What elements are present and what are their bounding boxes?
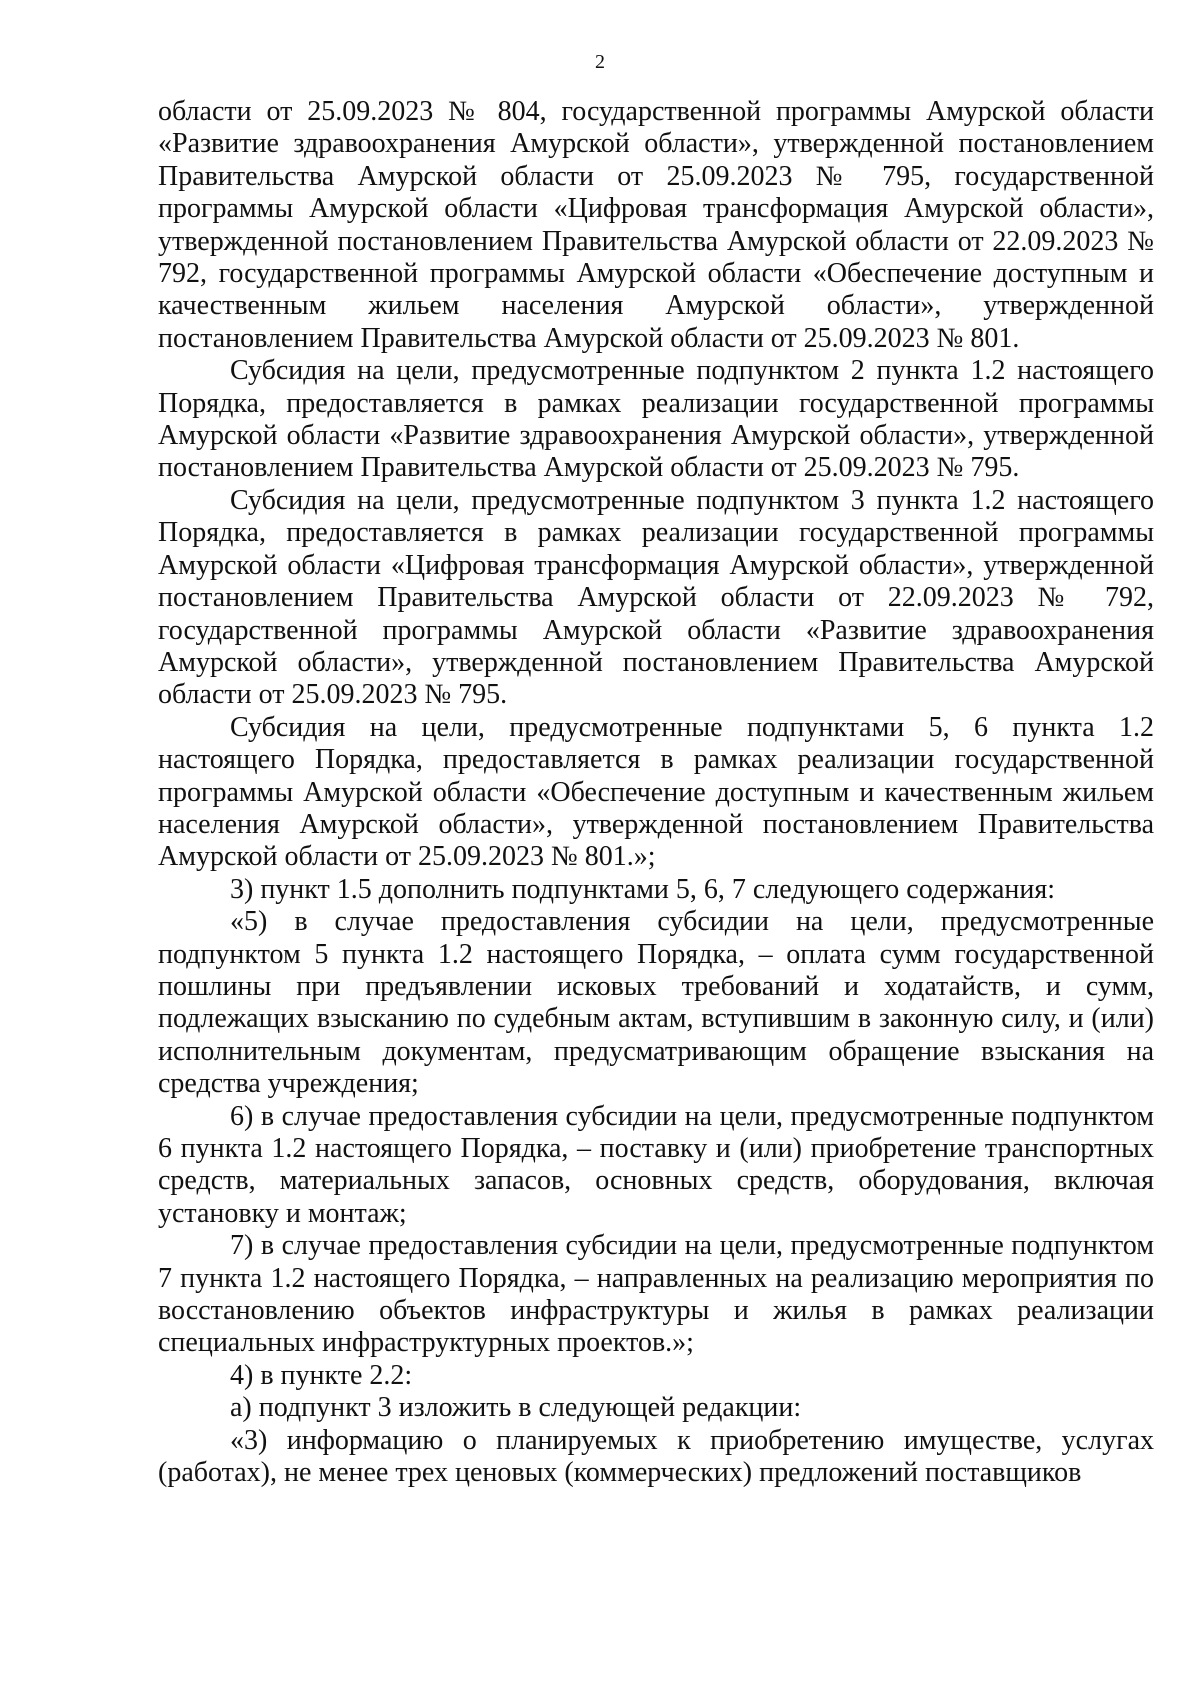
paragraph-subitem-5: «5) в случае предоставления субсидии на цели, предусмотренные подпунктом 5 пункта 1.2 настоящего Порядка, – оплата сумм государственной пошлины при предъявлении исковых требований и ходатайств, и сумм, подлежащих взысканию по судебным актам, вступившим в законную силу, и (или) исполнительным документам, предусматривающим обращение взыскания на средства учреждения; [158,906,1154,1100]
paragraph-item-4: 4) в пункте 2.2: [230,1359,413,1391]
page-number: 2 [595,51,605,73]
paragraph-subitem-6: 6) в случае предоставления субсидии на цели, предусмотренные подпунктом 6 пункта 1.2 настоящего Порядка, – поставку и (или) приобретение транспортных средств, материальных запасов, основных средств, оборудования, включая установку и монтаж; [158,1100,1154,1229]
paragraph-subitem-7: 7) в случае предоставления субсидии на цели, предусмотренные подпунктом 7 пункта 1.2 настоящего Порядка, – направленных на реализацию мероприятия по восстановлению объектов инфраструктуры и жилья в рамках реализации специальных инфраструктурных проектов.»; [158,1230,1154,1359]
paragraph-subsidy-subpoints-5-6: Субсидия на цели, предусмотренные подпунктами 5, 6 пункта 1.2 настоящего Порядка, предоставляется в рамках реализации государственной программы Амурской области «Обеспечение доступным и качественным жильем населения Амурской области», утвержденной постановлением Правительства Амурской области от 25.09.2023 № 801.»; [158,711,1154,873]
paragraph-subsidy-subpoint-2: Субсидия на цели, предусмотренные подпунктом 2 пункта 1.2 настоящего Порядка, предоставляется в рамках реализации государственной программы Амурской области «Развитие здравоохранения Амурской области», утвержденной постановлением Правительства Амурской области от 25.09.2023 № 795. [158,355,1154,484]
document-body [158,96,1154,1489]
paragraph-subsidy-subpoint-3: Субсидия на цели, предусмотренные подпунктом 3 пункта 1.2 настоящего Порядка, предоставляется в рамках реализации государственной программы Амурской области «Цифровая трансформация Амурской области», утвержденной постановлением Правительства Амурской области от 22.09.2023 № 792, государственной программы Амурской области «Развитие здравоохранения Амурской области», утвержденной постановлением Правительства Амурской области от 25.09.2023 № 795. [158,484,1154,711]
paragraph-item-3: 3) пункт 1.5 дополнить подпунктами 5, 6, 7 следующего содержания: [230,873,1056,905]
paragraph-continuation: области от 25.09.2023 № 804, государственной программы Амурской области «Развитие здравоохранения Амурской области», утвержденной постановлением Правительства Амурской области от 25.09.2023 № 795, государственной программы Амурской области «Цифровая трансформация Амурской области», утвержденной постановлением Правительства Амурской области от 22.09.2023 № 792, государственной программы Амурской области «Обеспечение доступным и качественным жильем населения Амурской области», утвержденной постановлением Правительства Амурской области от 25.09.2023 № 801. [158,96,1154,354]
paragraph-subitem-a: а) подпункт 3 изложить в следующей редакции: [230,1392,802,1424]
paragraph-subitem-3-new: «3) информацию о планируемых к приобретению имуществе, услугах (работах), не менее трех ценовых (коммерческих) предложений поставщиков [158,1424,1154,1489]
